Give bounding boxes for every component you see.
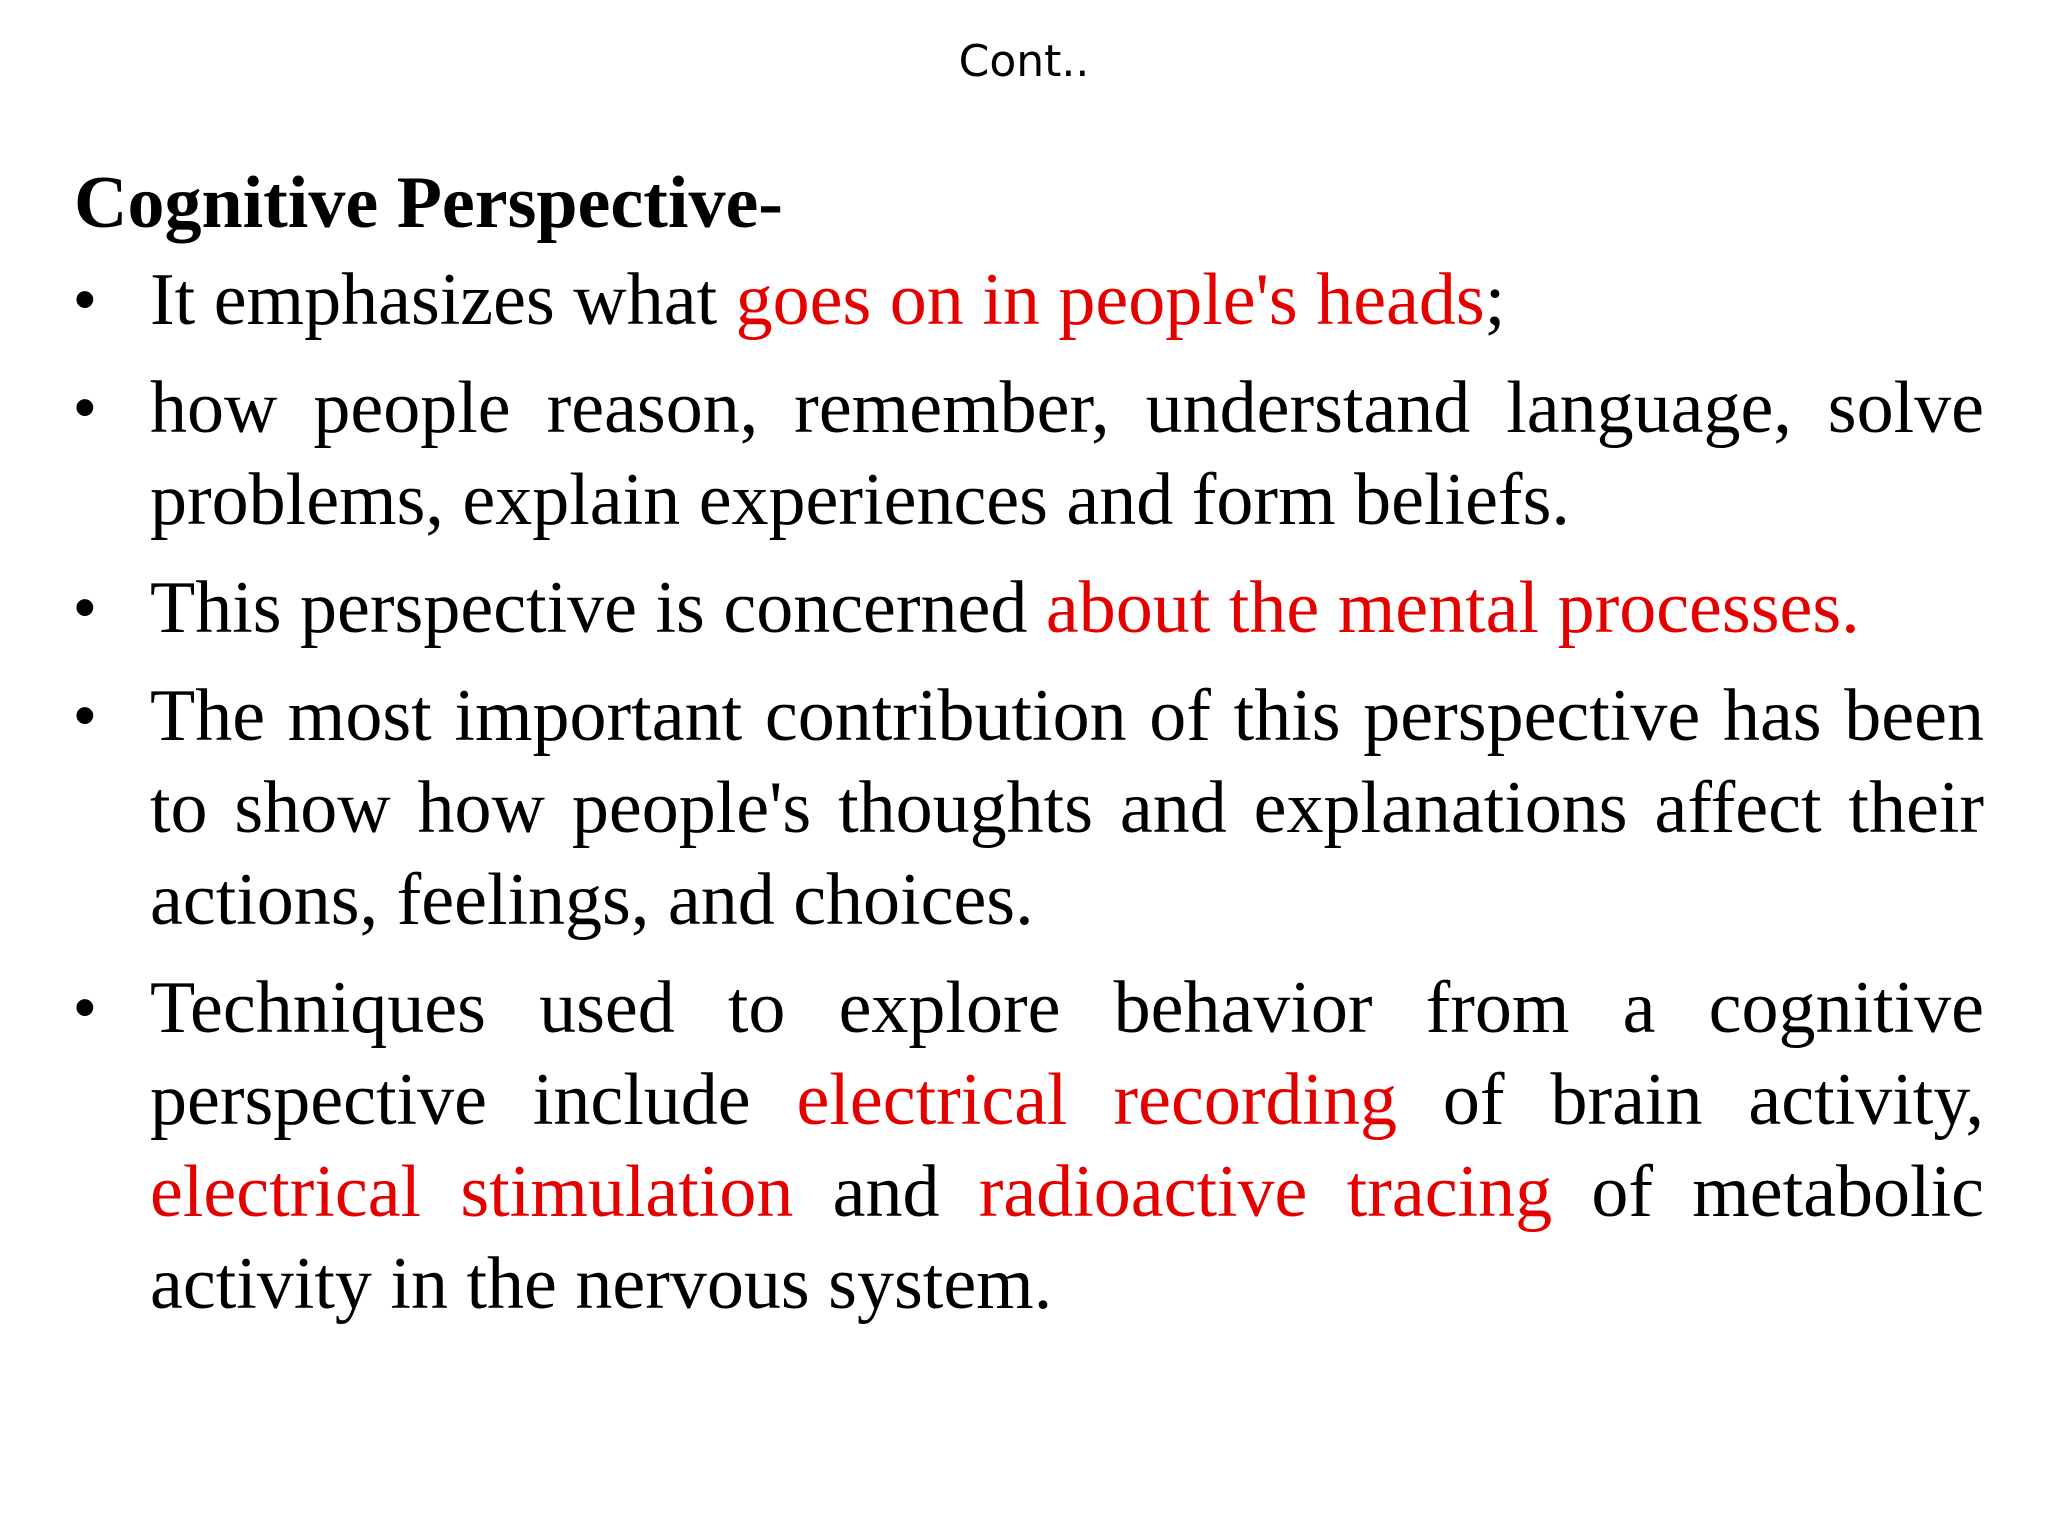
bullet-text: It emphasizes what	[150, 259, 736, 341]
bullet-text: ;	[1484, 259, 1506, 341]
highlighted-text: electrical recording	[796, 1059, 1398, 1141]
highlighted-text: about the mental processes.	[1045, 567, 1860, 649]
bullet-item	[74, 562, 1984, 654]
highlighted-text: goes on in people's heads	[735, 259, 1485, 341]
section-heading: Cognitive Perspective-	[74, 162, 783, 244]
highlighted-text: radioactive tracing	[978, 1151, 1553, 1233]
bullet-text: The most important contribution of this perspective has been to show how people's thoughts and explanations affect their actions, feelings, and choices.	[150, 675, 1984, 941]
bullet-icon: •	[74, 973, 96, 1042]
bullet-text: Techniques used to explore behavior from a cognitive perspective include	[150, 967, 1984, 1141]
bullet-icon: •	[74, 573, 96, 642]
bullet-item	[74, 962, 1984, 1330]
bullet-text: of brain activity,	[1397, 1059, 1985, 1141]
bullet-icon: •	[74, 373, 96, 442]
slide-content	[74, 160, 1984, 1346]
slide-title: Cont..	[958, 36, 1090, 87]
bullet-text: and	[793, 1151, 979, 1233]
bullet-item	[74, 254, 1984, 346]
bullet-text: of metabolic activity in the nervous system.	[150, 1151, 1985, 1325]
bullet-item	[74, 670, 1984, 946]
bullet-text: This perspective is concerned	[150, 567, 1046, 649]
bullet-list	[74, 254, 1984, 1330]
bullet-icon: •	[74, 681, 96, 750]
bullet-item	[74, 362, 1984, 546]
bullet-icon: •	[74, 265, 96, 334]
bullet-text: how people reason, remember, understand language, solve problems, explain experiences and form beliefs.	[150, 367, 1984, 541]
highlighted-text: electrical stimulation	[150, 1151, 794, 1233]
